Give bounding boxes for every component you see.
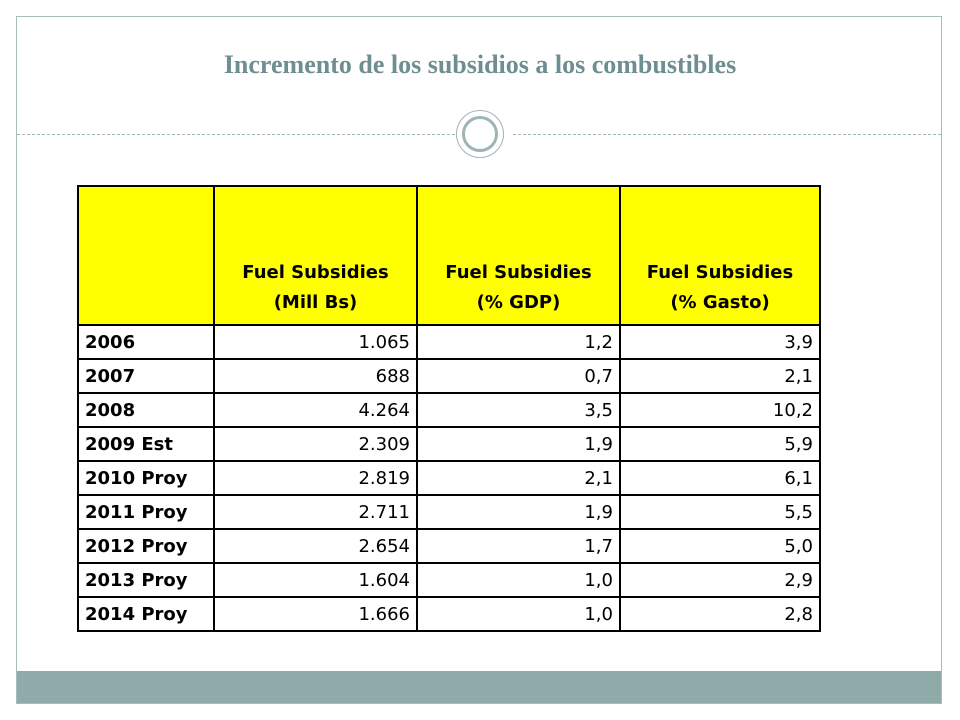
header-cell-mill-bs: Fuel Subsidies (Mill Bs) <box>214 186 417 325</box>
row-label: 2006 <box>78 325 214 359</box>
table-row <box>78 427 820 461</box>
table-cell: 3,9 <box>620 325 820 359</box>
row-label: 2011 Proy <box>78 495 214 529</box>
title-divider-right <box>513 134 941 135</box>
table-cell: 4.264 <box>214 393 417 427</box>
row-label: 2007 <box>78 359 214 393</box>
table-cell: 1,9 <box>417 427 620 461</box>
table-row <box>78 461 820 495</box>
table-cell: 1.604 <box>214 563 417 597</box>
table-cell: 6,1 <box>620 461 820 495</box>
table-cell: 5,0 <box>620 529 820 563</box>
table-cell: 5,9 <box>620 427 820 461</box>
row-label: 2008 <box>78 393 214 427</box>
table-cell: 1,0 <box>417 597 620 631</box>
row-label: 2010 Proy <box>78 461 214 495</box>
table-header-row <box>78 186 820 325</box>
table-row <box>78 325 820 359</box>
table-cell: 1,2 <box>417 325 620 359</box>
table-row <box>78 359 820 393</box>
row-label: 2012 Proy <box>78 529 214 563</box>
table-cell: 2,9 <box>620 563 820 597</box>
footer-bar <box>17 671 941 703</box>
table-cell: 10,2 <box>620 393 820 427</box>
table-row <box>78 597 820 631</box>
fuel-subsidies-table <box>77 185 821 632</box>
table-cell: 2,1 <box>417 461 620 495</box>
table-cell: 1.666 <box>214 597 417 631</box>
table-cell: 1,9 <box>417 495 620 529</box>
table-cell: 2.654 <box>214 529 417 563</box>
table-row <box>78 529 820 563</box>
table-row <box>78 563 820 597</box>
row-label: 2009 Est <box>78 427 214 461</box>
table-cell: 2.711 <box>214 495 417 529</box>
table-cell: 1.065 <box>214 325 417 359</box>
header-cell-pct-gasto: Fuel Subsidies (% Gasto) <box>620 186 820 325</box>
table-cell: 0,7 <box>417 359 620 393</box>
table-cell: 5,5 <box>620 495 820 529</box>
header-cell-pct-gdp: Fuel Subsidies (% GDP) <box>417 186 620 325</box>
table-cell: 2,8 <box>620 597 820 631</box>
table-cell: 1,0 <box>417 563 620 597</box>
table-cell: 2.819 <box>214 461 417 495</box>
slide-title: Incremento de los subsidios a los combustibles <box>223 50 737 79</box>
title-divider-left <box>17 134 455 135</box>
row-label: 2014 Proy <box>78 597 214 631</box>
table-cell: 2,1 <box>620 359 820 393</box>
table-row <box>78 495 820 529</box>
row-label: 2013 Proy <box>78 563 214 597</box>
header-cell-year <box>78 186 214 325</box>
table-cell: 3,5 <box>417 393 620 427</box>
table-row <box>78 393 820 427</box>
table-cell: 2.309 <box>214 427 417 461</box>
table-cell: 1,7 <box>417 529 620 563</box>
table-cell: 688 <box>214 359 417 393</box>
circle-ornament-icon <box>456 110 504 158</box>
